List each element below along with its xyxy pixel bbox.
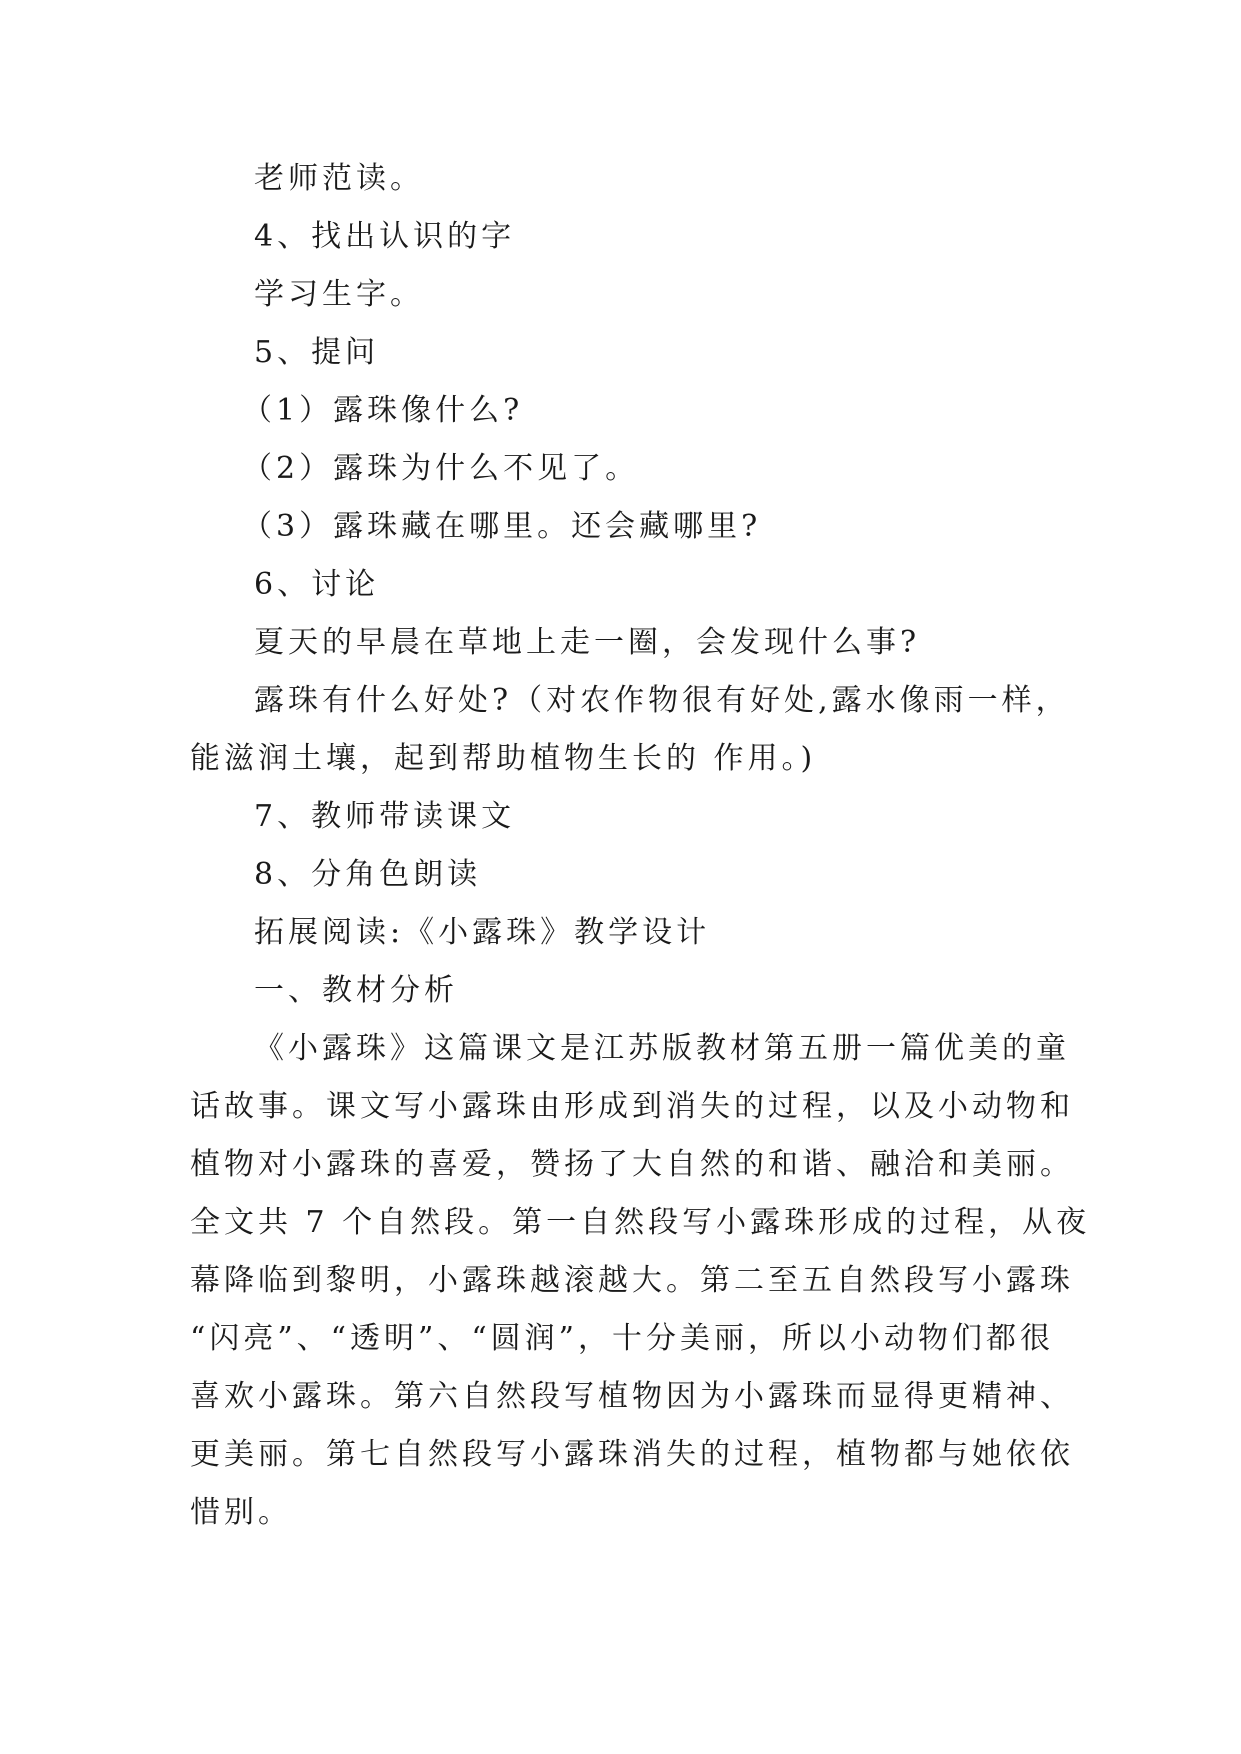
paragraph-line: 惜别。 bbox=[190, 1495, 292, 1530]
paragraph-line: 话故事。课文写小露珠由形成到消失的过程，以及小动物和 bbox=[190, 1089, 1074, 1124]
section-heading: 一、教材分析 bbox=[254, 973, 458, 1008]
paragraph-line: 全文共 7 个自然段。第一自然段写小露珠形成的过程，从夜 bbox=[190, 1205, 1091, 1240]
paragraph-line: 老师范读。 bbox=[254, 161, 424, 196]
section-heading: 拓展阅读:《小露珠》教学设计 bbox=[254, 915, 711, 950]
paragraph-line: 露珠有什么好处?（对农作物很有好处,露水像雨一样， bbox=[254, 683, 1070, 718]
paragraph-line: 喜欢小露珠。第六自然段写植物因为小露珠而显得更精神、 bbox=[190, 1379, 1074, 1414]
question-line: （1）露珠像什么? bbox=[242, 393, 524, 428]
paragraph-line: 学习生字。 bbox=[254, 277, 424, 312]
paragraph-line: 植物对小露珠的喜爱，赞扬了大自然的和谐、融洽和美丽。 bbox=[190, 1147, 1074, 1182]
question-line: （2）露珠为什么不见了。 bbox=[242, 451, 640, 486]
paragraph-line: 更美丽。第七自然段写小露珠消失的过程，植物都与她依依 bbox=[190, 1437, 1074, 1472]
paragraph-line: “闪亮”、“透明”、“圆润”，十分美丽，所以小动物们都很 bbox=[190, 1321, 1055, 1356]
document-body bbox=[190, 150, 1091, 1542]
paragraph-line: 8、分角色朗读 bbox=[254, 857, 482, 892]
paragraph-line: 幕降临到黎明，小露珠越滚越大。第二至五自然段写小露珠 bbox=[190, 1263, 1074, 1298]
paragraph-line: 能滋润土壤，起到帮助植物生长的 作用。) bbox=[190, 741, 817, 776]
paragraph-line: 《小露珠》这篇课文是江苏版教材第五册一篇优美的童 bbox=[254, 1031, 1070, 1066]
paragraph-line: 7、教师带读课文 bbox=[254, 799, 516, 834]
paragraph-line: 4、找出认识的字 bbox=[254, 219, 516, 254]
paragraph-line: 5、提问 bbox=[254, 335, 380, 370]
paragraph-line: 6、讨论 bbox=[254, 567, 380, 602]
paragraph-line: 夏天的早晨在草地上走一圈，会发现什么事? bbox=[254, 625, 921, 660]
question-line: （3）露珠藏在哪里。还会藏哪里? bbox=[242, 509, 762, 544]
